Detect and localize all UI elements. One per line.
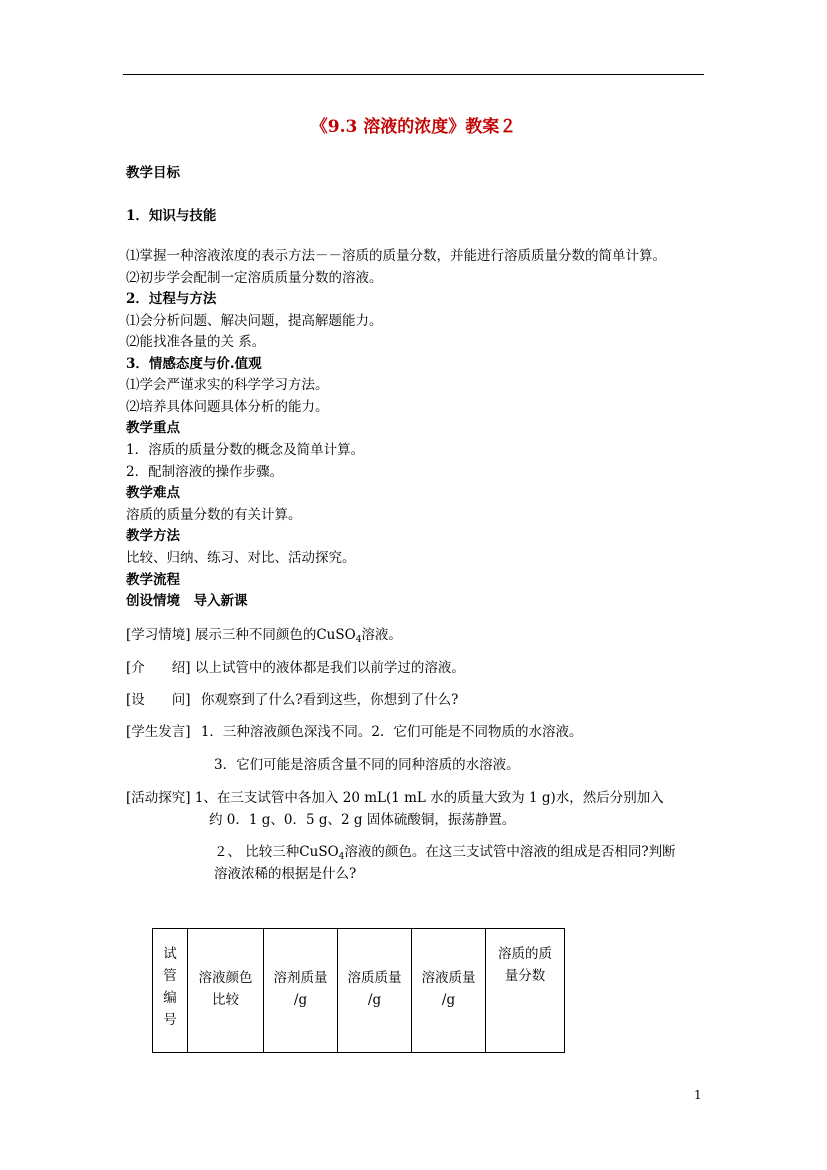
intro-heading: 创设情境 导入新课 [126, 593, 248, 609]
question-text: 你观察到了什么?看到这些，你想到了什么? [200, 692, 459, 708]
key-points-heading: 教学重点 [126, 420, 180, 436]
process-heading: 2．过程与方法 [126, 291, 217, 307]
difficulty-text: 溶质的质量分数的有关计算。 [126, 507, 302, 523]
situation-line [126, 626, 402, 649]
header-rule [123, 74, 704, 75]
activity-step-1-cont: 约 0．1 g、0．5 g、2 g 固体硫酸铜，振荡静置。 [209, 812, 516, 828]
process-item-2: ⑵能找准各量的关 系。 [126, 334, 266, 350]
student-line [126, 723, 583, 741]
difficulty-heading: 教学难点 [126, 485, 180, 501]
experiment-table [152, 928, 565, 1053]
question-label: [设 问] [126, 692, 191, 708]
key-point-2: 2．配制溶液的操作步骤。 [126, 464, 284, 480]
flow-heading: 教学流程 [126, 572, 180, 588]
cuso4-formula-2: CuSO$_4$ [299, 844, 345, 862]
goals-heading: 教学目标 [126, 165, 180, 181]
knowledge-item-2: ⑵初步学会配制一定溶质质量分数的溶液。 [126, 270, 383, 286]
situation-text-post: 溶液。 [361, 627, 402, 643]
table-header-row [153, 929, 565, 1053]
activity-step-2: ２、 比较三种CuSO$_4$溶液的颜色。在这三支试管中溶液的组成是否相同?判断 [214, 844, 676, 862]
activity-line [126, 789, 664, 807]
process-item-1: ⑴会分析问题、解决问题，提高解题能力。 [126, 313, 383, 329]
key-point-1: 1．溶质的质量分数的概念及简单计算。 [126, 442, 365, 458]
emotion-item-1: ⑴学会严谨求实的科学学习方法。 [126, 377, 329, 393]
knowledge-item-1: ⑴掌握一种溶液浓度的表示方法－－溶质的质量分数，并能进行溶质质量分数的简单计算。 [126, 248, 666, 264]
introduction-text: 以上试管中的液体都是我们以前学过的溶液。 [194, 660, 465, 676]
emotion-item-2: ⑵培养具体问题具体分析的能力。 [126, 399, 329, 415]
introduction-label: [介 绍] [126, 660, 191, 676]
table-header-solution-mass: 溶液质量 /g [412, 929, 486, 1053]
student-text-1: 1．三种溶液颜色深浅不同。2．它们可能是不同物质的水溶液。 [200, 724, 583, 740]
situation-label: [学习情境] [126, 627, 191, 643]
situation-text-pre: 展示三种不同颜色的 [194, 627, 317, 643]
question-line [126, 691, 458, 709]
knowledge-heading: 1．知识与技能 [126, 208, 217, 224]
table-header-mass-fraction: 溶质的质 量分数 [486, 929, 565, 1053]
student-label: [学生发言] [126, 724, 191, 740]
student-text-2: 3．它们可能是溶质含量不同的同种溶质的水溶液。 [214, 757, 520, 773]
table-header-solute-mass: 溶质质量 /g [338, 929, 412, 1053]
activity-label: [活动探究] [126, 790, 191, 806]
table-header-tube-number: 试 管 编 号 [153, 929, 188, 1053]
activity-step-2-cont: 溶液浓稀的根据是什么? [214, 866, 357, 882]
method-text: 比较、归纳、练习、对比、活动探究。 [126, 550, 356, 566]
page-title: 《9.3 溶液的浓度》教案２ [310, 117, 517, 137]
activity-step-1: 1、在三支试管中各加入 20 mL(1 mL 水的质量大致为 1 g)水，然后分别加入 [194, 790, 664, 806]
page-number: 1 [694, 1088, 702, 1102]
emotion-heading: 3．情感态度与价.值观 [126, 356, 262, 372]
table-header-color: 溶液颜色 比较 [188, 929, 264, 1053]
method-heading: 教学方法 [126, 528, 180, 544]
table-header-solvent-mass: 溶剂质量 /g [264, 929, 338, 1053]
cuso4-formula: CuSO$_4$ [316, 627, 362, 645]
introduction-line [126, 659, 465, 677]
